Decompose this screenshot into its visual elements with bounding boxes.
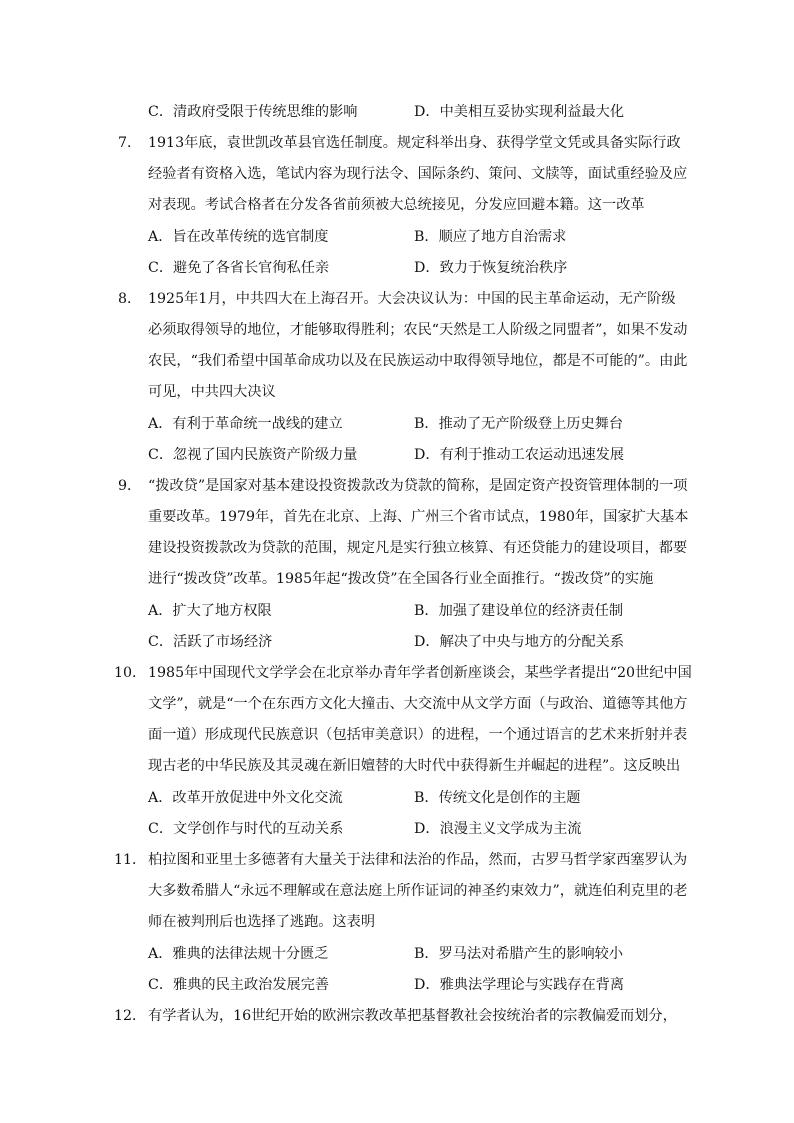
question-stem-line: 进行“拨改贷”改革。1985年起“拨改贷”在全国各行业全面推行。“拨改贷”的实施: [148, 571, 654, 587]
option-d: D．雅典法学理论与实践存在背离: [414, 977, 625, 993]
option-d: D．有利于推动工农运动迅速发展: [414, 447, 625, 463]
option-b: B．罗马法对希腊产生的影响较小: [414, 946, 624, 962]
question-stem-line: “拨改贷”是国家对基本建设投资拨款改为贷款的简称，是固定资产投资管理体制的一项: [148, 478, 688, 494]
question-stem-line: 大多数希腊人“永远不理解或在意法庭上所作证词的神圣约束效力”，就连伯利克里的老: [148, 883, 688, 899]
option-b: B．传统文化是创作的主题: [414, 790, 581, 806]
question-stem-line: 对表现。考试合格者在分发各省前须被大总统接见，分发应回避本籍。这一改革: [148, 197, 645, 213]
question-stem-line: 农民，“我们希望中国革命成功以及在民族运动中取得领导地位，都是不可能的”。由此: [148, 353, 688, 369]
option-c: C．雅典的民主政治发展完善: [148, 977, 330, 993]
question-stem-line: 1913年底，袁世凯改革县官选任制度。规定科举出身、获得学堂文凭或具备实际行政: [148, 135, 681, 151]
question-number: 10．: [114, 665, 147, 681]
question-stem-line: 必须取得领导的地位，才能够取得胜利；农民“天然是工人阶级之同盟者”，如果不发动: [148, 322, 688, 338]
option-c: C．文学创作与时代的互动关系: [148, 821, 344, 837]
option-c: C．忽视了国内民族资产阶级力量: [148, 447, 358, 463]
option-d: D．中美相互妥协实现利益最大化: [414, 104, 625, 120]
option-a: A．扩大了地方权限: [148, 603, 272, 619]
option-c: C．清政府受限于传统思维的影响: [148, 104, 358, 120]
question-stem-line: 面一道）形成现代民族意识（包括审美意识）的进程，一个通过语言的艺术来折射并表: [148, 727, 688, 743]
option-a: A．有利于革命统一战线的建立: [148, 416, 343, 432]
question-stem-line: 1925年1月，中共四大在上海召开。大会决议认为：中国的民主革命运动，无产阶级: [148, 291, 676, 307]
question-stem-line: 师在被判刑后也选择了逃跑。这表明: [148, 914, 376, 930]
question-stem-line: 重要改革。1979年，首先在北京、上海、广州三个省市试点，1980年，国家扩大基本: [148, 509, 689, 525]
option-d: D．解决了中央与地方的分配关系: [414, 634, 625, 650]
option-a: A．改革开放促进中外文化交流: [148, 790, 343, 806]
question-number: 8．: [118, 291, 142, 307]
question-number: 9．: [118, 478, 142, 494]
question-stem-line: 建设投资拨款改为贷款的范围，规定凡是实行独立核算、有还贷能力的建设项目，都要: [148, 540, 688, 556]
option-b: B．推动了无产阶级登上历史舞台: [414, 416, 624, 432]
question-number: 7．: [118, 135, 142, 151]
option-b: B．顺应了地方自治需求: [414, 229, 567, 245]
question-stem-line: 有学者认为，16世纪开始的欧洲宗教改革把基督教社会按统治者的宗教偏爱而划分，: [148, 1008, 677, 1024]
question-stem-line: 1985年中国现代文学学会在北京举办青年学者创新座谈会，某些学者提出“20世纪中国: [148, 665, 692, 681]
option-c: C．避免了各省长官徇私任亲: [148, 260, 330, 276]
option-c: C．活跃了市场经济: [148, 634, 273, 650]
option-d: D．浪漫主义文学成为主流: [414, 821, 582, 837]
question-number: 12．: [114, 1008, 147, 1024]
question-number: 11．: [114, 852, 147, 868]
option-d: D．致力于恢复统治秩序: [414, 260, 568, 276]
question-stem-line: 现古老的中华民族及其灵魂在新旧嬗替的大时代中获得新生并崛起的进程”。这反映出: [148, 758, 681, 774]
question-stem-line: 可见，中共四大决议: [148, 384, 276, 400]
option-a: A．旨在改革传统的选官制度: [148, 229, 329, 245]
question-stem-line: 经验者有资格入选，笔试内容为现行法令、国际条约、策问、文牍等，面试重经验及应: [148, 166, 688, 182]
question-stem-line: 柏拉图和亚里士多德著有大量关于法律和法治的作品，然而，古罗马哲学家西塞罗认为: [148, 852, 688, 868]
option-a: A．雅典的法律法规十分匮乏: [148, 946, 329, 962]
question-stem-line: 文学”，就是“一个在东西方文化大撞击、大交流中从文学方面（与政治、道德等其他方: [148, 696, 688, 712]
option-b: B．加强了建设单位的经济责任制: [414, 603, 624, 619]
